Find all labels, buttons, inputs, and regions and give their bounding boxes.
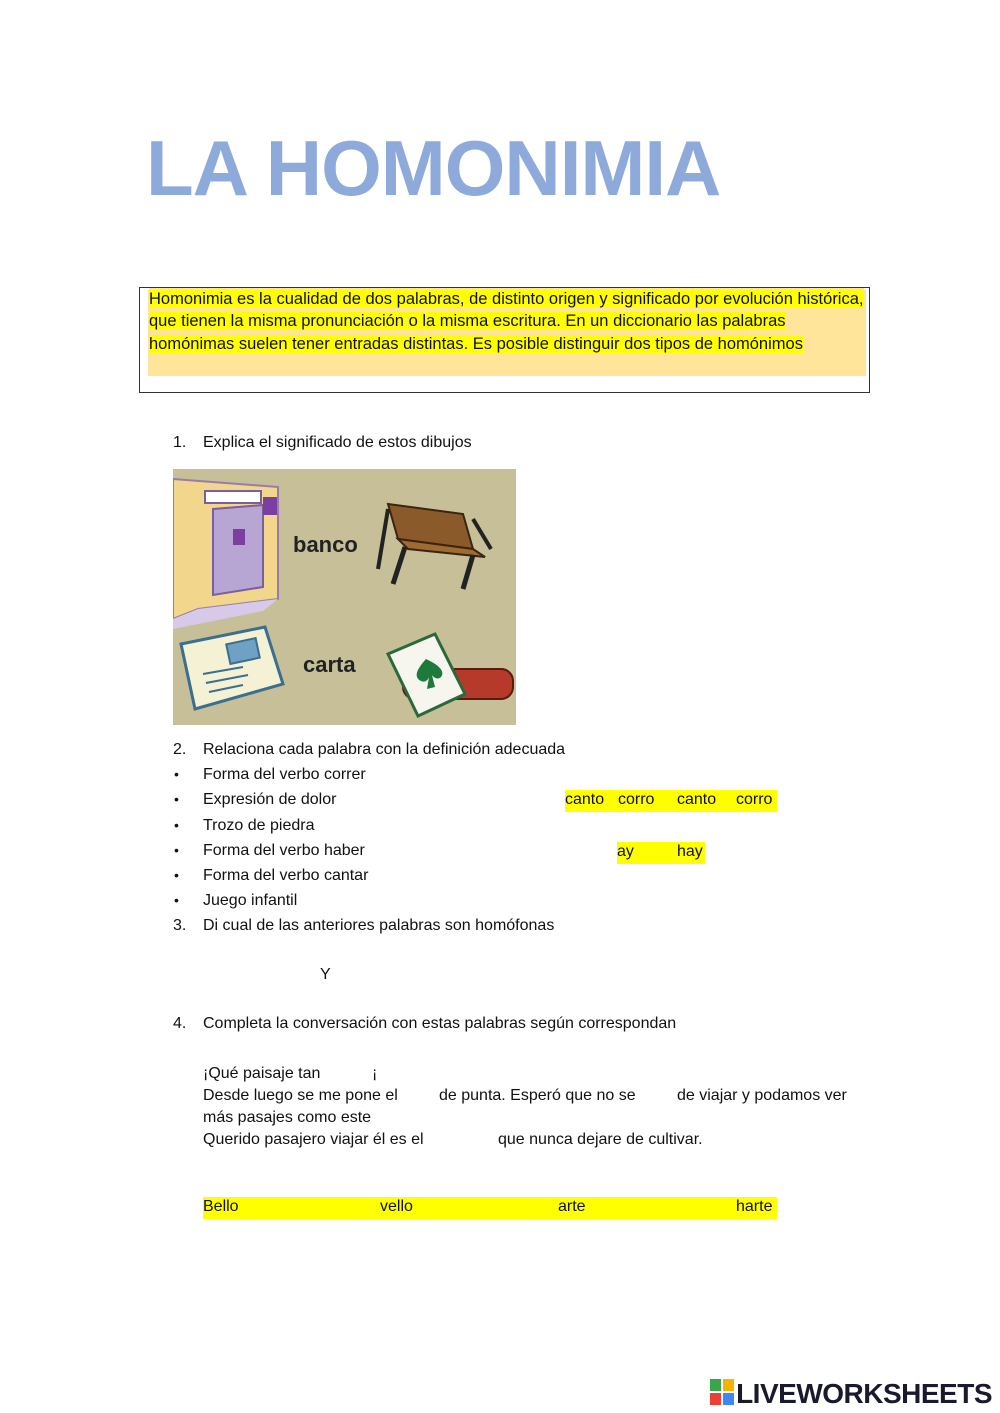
list-item: Forma del verbo haber [203,842,365,859]
bullet-icon: • [174,766,179,782]
bench-icon [378,504,491,589]
picture-word-carta: carta [303,652,356,677]
page-title: LA HOMONIMIA [146,124,721,212]
bullet-icon: • [174,842,179,858]
question-2-number: 2. [173,741,187,758]
playing-card-icon [388,634,513,716]
word-chip[interactable]: corro [618,791,655,808]
liveworksheets-logo [710,1378,992,1412]
word-chip[interactable]: Bello [203,1198,239,1215]
question-1-number: 1. [173,434,187,451]
definition-text-content: Homonimia es la cualidad de dos palabras, de distinto origen y significado por evolución histórica, que tienen la misma pronunciación o la misma escritura. En un diccionario las palabras homónimas suelen tener entradas distintas. Es posible distinguir dos tipos de homónimos [149,290,864,353]
question-4-text: Completa la conversación con estas palabras según correspondan [203,1015,677,1032]
word-chip[interactable]: canto [677,791,717,808]
bullet-icon: • [174,817,179,833]
list-item: Expresión de dolor [203,791,337,808]
bullet-icon: • [174,892,179,908]
question-4-number: 4. [173,1015,187,1032]
picture-word-banco: banco [293,532,358,557]
word-chip[interactable]: harte [736,1198,773,1215]
conversation-line-2c: de viajar y podamos ver [677,1087,847,1104]
illustration-svg [173,469,516,725]
conversation-line-1b: ¡ [372,1065,378,1082]
letter-envelope-icon [181,627,283,709]
definition-box [139,287,870,393]
list-item: Juego infantil [203,892,298,909]
bullet-icon: • [174,791,179,807]
list-item: Forma del verbo cantar [203,867,369,884]
conversation-line-2b: de punta. Esperó que no se [439,1087,636,1104]
definition-text [149,288,864,355]
question-2-text: Relaciona cada palabra con la definición adecuada [203,741,566,758]
word-bank-1 [565,790,777,812]
homophone-connector: Y [320,966,331,983]
word-chip[interactable]: vello [380,1198,413,1215]
bank-building-icon [173,479,278,629]
conversation-line-4a: Querido pasajero viajar él es el [203,1131,424,1148]
question-3-number: 3. [173,917,187,934]
word-bank-3 [203,1197,777,1219]
logo-text: LIVEWORKSHEETS [736,1378,992,1409]
list-item: Forma del verbo correr [203,766,366,783]
word-chip[interactable]: hay [677,843,703,860]
homonym-illustration [173,469,516,725]
word-bank-2 [617,842,705,864]
conversation-line-2a: Desde luego se me pone el [203,1087,398,1104]
list-item: Trozo de piedra [203,817,315,834]
word-chip[interactable]: arte [558,1198,586,1215]
conversation-line-4b: que nunca dejare de cultivar. [498,1131,703,1148]
question-1-text: Explica el significado de estos dibujos [203,434,472,451]
conversation-line-3: más pasajes como este [203,1109,372,1126]
word-chip[interactable]: ay [617,843,634,860]
logo-icon [710,1379,734,1412]
word-chip[interactable]: corro [736,791,773,808]
question-3-text: Di cual de las anteriores palabras son homófonas [203,917,555,934]
bullet-icon: • [174,867,179,883]
word-chip[interactable]: canto [565,791,605,808]
conversation-line-1a: ¡Qué paisaje tan [203,1065,321,1082]
